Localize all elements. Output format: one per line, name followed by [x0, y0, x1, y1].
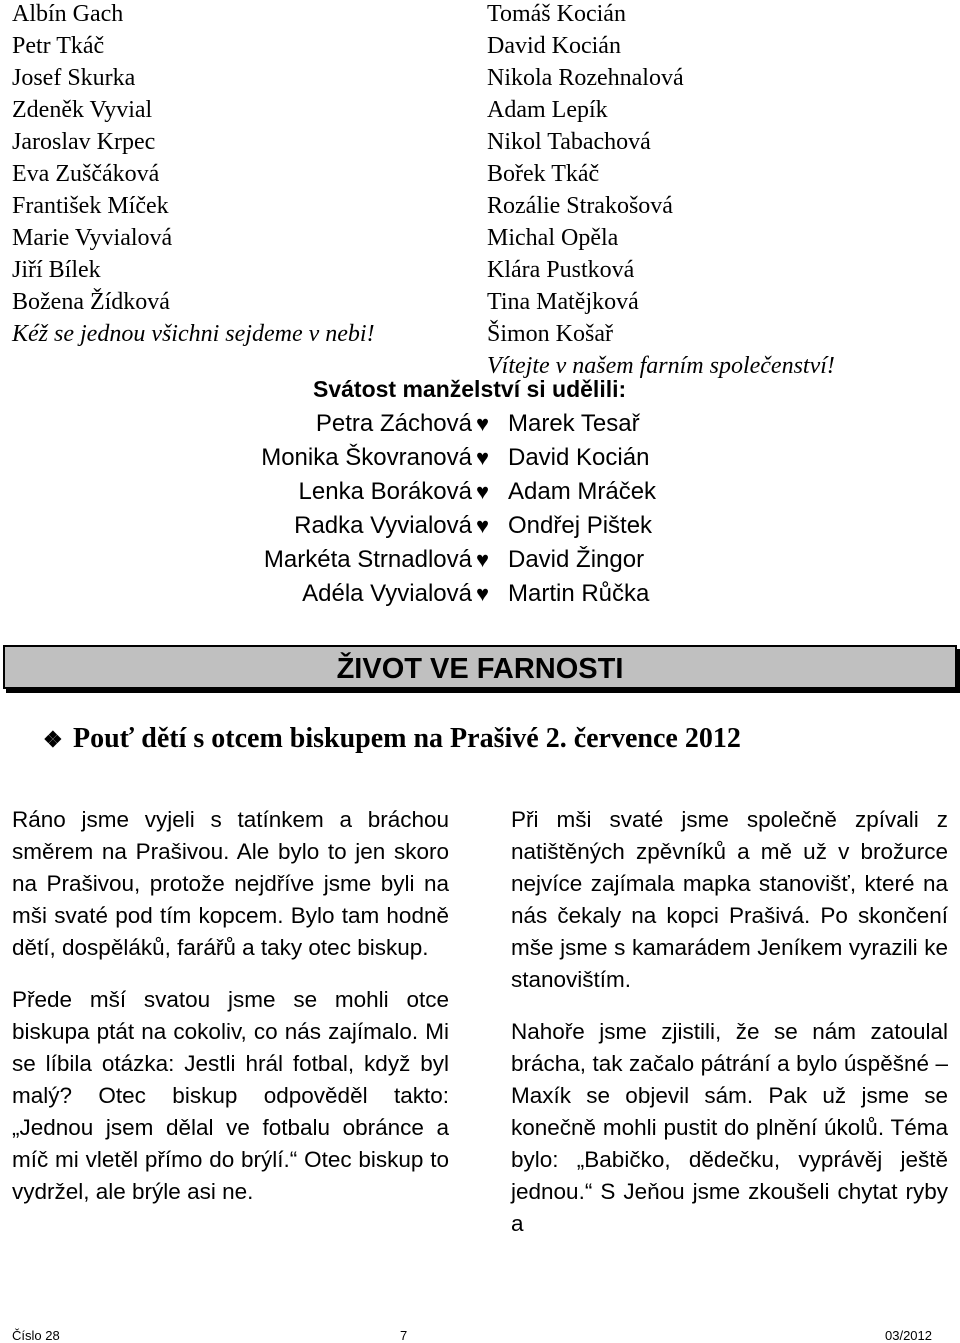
- baptized-name: Tina Matějková: [487, 289, 639, 315]
- paragraph: Ráno jsme vyjeli s tatínkem a bráchou směrem na Prašivou. Ale bylo to jen skoro na Prašivou, protože nejdříve jsme byli na mši svaté pod tím kopcem. Bylo tam hodně dětí, dospěláků, farářů a taky otec biskup.: [12, 807, 449, 960]
- baptized-name: Adam Lepík: [487, 97, 608, 123]
- deceased-name: Marie Vyvialová: [12, 225, 173, 251]
- article-column-right: [511, 804, 948, 1260]
- heart-icon: ♥: [476, 547, 490, 572]
- deceased-name: Petr Tkáč: [12, 33, 105, 59]
- baptized-name: Klára Pustková: [487, 257, 635, 283]
- diamond-bullet-icon: ❖: [43, 727, 63, 752]
- groom-name: Ondřej Pištek: [508, 512, 653, 539]
- deceased-name: Jaroslav Krpec: [12, 129, 156, 155]
- couple-row: [0, 410, 960, 444]
- section-banner: ŽIVOT VE FARNOSTI: [3, 645, 957, 689]
- couple-row: [0, 580, 960, 614]
- couple-row: [0, 512, 960, 546]
- baptized-closing: Vítejte v našem farním společenství!: [487, 353, 835, 379]
- baptized-list: [487, 0, 835, 382]
- heart-icon: ♥: [476, 411, 490, 436]
- baptized-name: Michal Opěla: [487, 225, 619, 251]
- heart-icon: ♥: [476, 581, 490, 606]
- deceased-name: Jiří Bílek: [12, 257, 101, 283]
- groom-name: David Kocián: [508, 444, 650, 471]
- paragraph: Nahoře jsme zjistili, že se nám zatoulal brácha, tak začalo pátrání a bylo úspěšné – Maxík se objevil sám. Pak už jsme se konečně mohli pustit do plnění úkolů. Téma bylo: „Babičko, dědečku, vyprávěj ještě jednou.“ S Jeňou jsme zkoušeli chytat ryby a: [511, 1019, 948, 1236]
- heart-icon: ♥: [476, 479, 490, 504]
- deceased-name: Božena Žídková: [12, 289, 170, 315]
- deceased-name: Albín Gach: [12, 1, 124, 27]
- deceased-name: Josef Skurka: [12, 65, 136, 91]
- marriages-heading: Svátost manželství si udělili:: [313, 376, 627, 402]
- bride-name: Adéla Vyvialová: [302, 580, 472, 607]
- heart-icon: ♥: [476, 513, 490, 538]
- bride-name: Lenka Boráková: [298, 478, 472, 505]
- couple-row: [0, 546, 960, 580]
- groom-name: David Žingor: [508, 546, 645, 573]
- deceased-name: Zdeněk Vyvial: [12, 97, 153, 123]
- bride-name: Monika Škovranová: [261, 444, 472, 471]
- groom-name: Marek Tesař: [508, 410, 640, 437]
- deceased-name: Eva Zuščáková: [12, 161, 160, 187]
- baptized-name: Bořek Tkáč: [487, 161, 600, 187]
- deceased-list: [12, 0, 375, 350]
- baptized-name: David Kocián: [487, 33, 621, 59]
- issue-number: Číslo 28: [12, 1328, 60, 1343]
- couple-row: [0, 478, 960, 512]
- baptized-name: Tomáš Kocián: [487, 1, 626, 27]
- baptized-name: Rozálie Strakošová: [487, 193, 673, 219]
- baptized-name: Šimon Košař: [487, 321, 613, 347]
- article-title: Pouť dětí s otcem biskupem na Prašivé 2. července 2012: [73, 723, 741, 754]
- baptized-name: Nikol Tabachová: [487, 129, 651, 155]
- baptized-name: Nikola Rozehnalová: [487, 65, 684, 91]
- bride-name: Petra Záchová: [315, 410, 472, 437]
- couple-row: [0, 444, 960, 478]
- article-column-left: [12, 804, 449, 1228]
- bride-name: Markéta Strnadlová: [263, 546, 472, 573]
- groom-name: Adam Mráček: [508, 478, 657, 505]
- paragraph: Při mši svaté jsme společně zpívali z natištěných zpěvníků a mě už v brožurce nejvíce zajímala mapka stanovišť, které na nás čekaly na kopci Prašivá. Po skončení mše jsme s kamarádem Jeníkem vyrazili ke stanovištím.: [511, 807, 948, 992]
- page-number: 7: [400, 1328, 408, 1343]
- issue-date: 03/2012: [885, 1328, 932, 1343]
- groom-name: Martin Růčka: [508, 580, 650, 607]
- deceased-closing: Kéž se jednou všichni sejdeme v nebi!: [12, 321, 375, 347]
- article-heading: [43, 723, 741, 755]
- paragraph: Přede mší svatou jsme se mohli otce biskupa ptát na cokoliv, co nás zajímalo. Mi se líbila otázka: Jestli hrál fotbal, když byl malý? Otec biskup odpověděl takto: „Jednou jsem dělal ve fotbalu obránce a míč mi vletěl přímo do brýlí.“ Otec biskup to vydržel, ale brýle asi ne.: [12, 987, 449, 1204]
- bride-name: Radka Vyvialová: [294, 512, 472, 539]
- heart-icon: ♥: [476, 445, 490, 470]
- deceased-name: František Míček: [12, 193, 169, 219]
